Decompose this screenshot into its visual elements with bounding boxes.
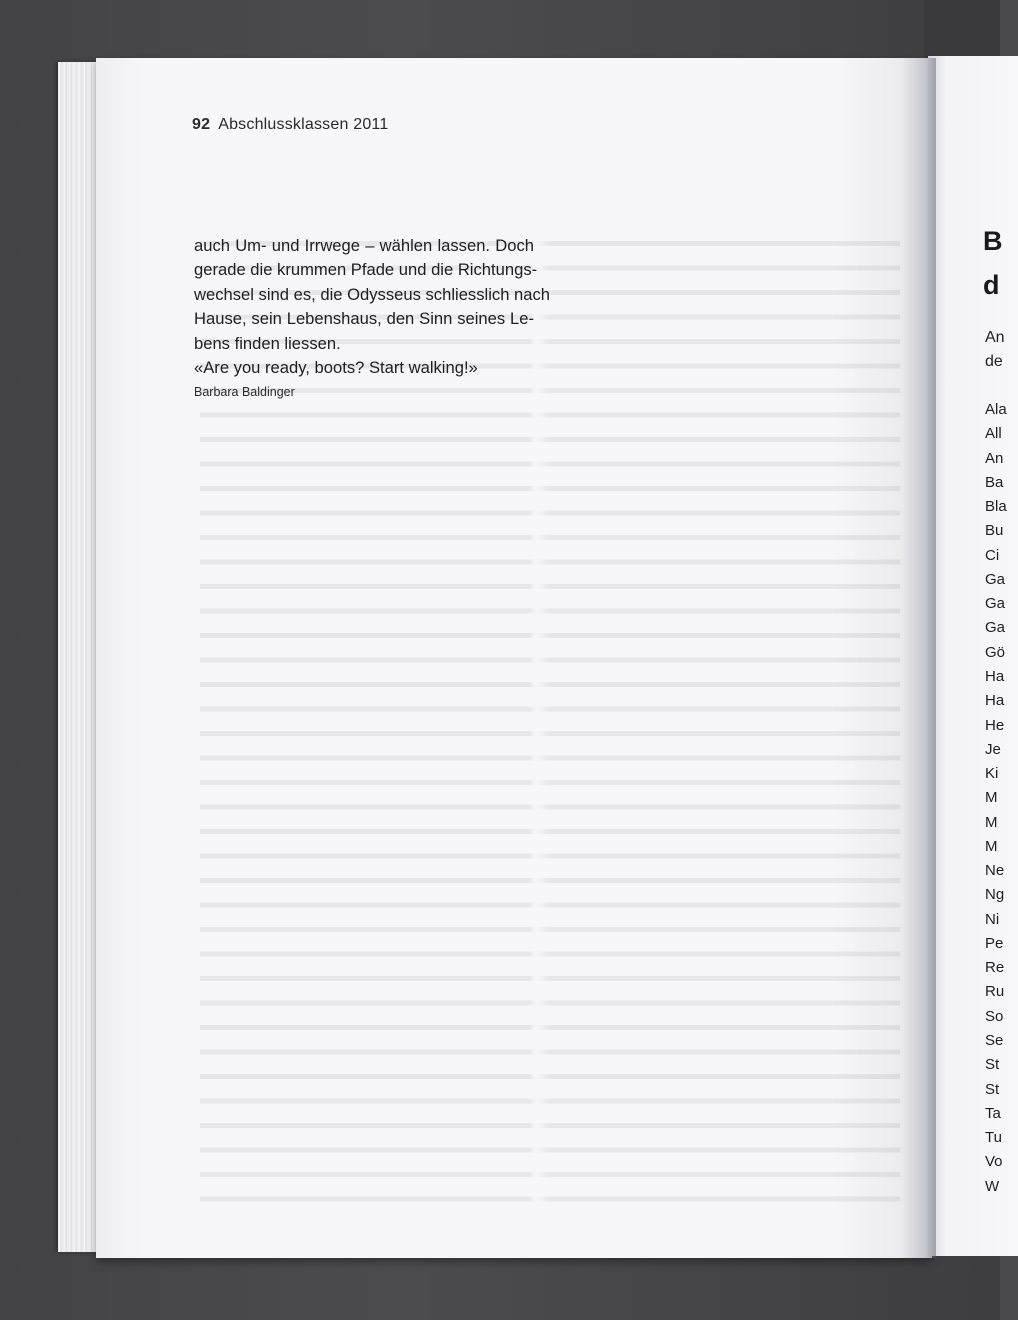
right-list-item: Vo <box>985 1153 1003 1171</box>
right-list-item: M <box>985 837 998 855</box>
right-list-item: He <box>985 716 1005 734</box>
body-text <box>194 234 551 402</box>
right-list-item: Ha <box>985 667 1005 685</box>
running-head-title: Abschlussklassen 2011 <box>218 116 389 133</box>
right-list-item: Ta <box>985 1104 1001 1122</box>
body-line: wechsel sind es, die Odysseus schliesslich nach <box>194 284 551 304</box>
right-list-item: M <box>985 789 998 807</box>
body-line: Hause, sein Lebenshaus, den Sinn seines Le- <box>194 309 534 329</box>
body-paragraph <box>194 234 551 380</box>
author-name: Barbara Baldinger <box>194 385 295 400</box>
body-line: bens finden liessen. <box>194 333 341 353</box>
right-list-item: Ru <box>985 983 1005 1001</box>
right-list-item: Gö <box>985 643 1006 661</box>
right-list-item: Ng <box>985 886 1005 904</box>
right-list-item: Ga <box>985 619 1006 637</box>
right-list-item: Ki <box>985 765 999 783</box>
right-list-item: All <box>985 425 1002 443</box>
body-line: auch Um- und Irrwege – wählen lassen. Doch <box>194 236 534 255</box>
right-list-item: Pe <box>985 934 1004 952</box>
right-list-item: Ci <box>985 546 1000 564</box>
running-head <box>192 116 388 134</box>
right-list-item: Ga <box>985 595 1006 613</box>
right-list-item: St <box>985 1056 1000 1074</box>
right-list-item: Se <box>985 1032 1004 1050</box>
right-list-item: Ni <box>985 910 1000 928</box>
scan-background-corner <box>924 0 1000 58</box>
right-list-item: Ba <box>985 473 1004 491</box>
right-list-item: W <box>985 1177 1000 1195</box>
page-number: 92 <box>192 116 211 133</box>
right-list-item: Re <box>985 959 1005 977</box>
right-list-item: M <box>985 813 998 831</box>
right-list-item: Je <box>985 740 1001 758</box>
book-gutter <box>902 58 936 1258</box>
quote-line: «Are you ready, boots? Start walking!» <box>194 358 478 378</box>
right-list-item: Ga <box>985 570 1006 588</box>
right-intro-line: An <box>985 329 1005 346</box>
right-list-item: Ne <box>985 862 1005 880</box>
right-list-item: Tu <box>985 1129 1002 1147</box>
right-list-item: Ha <box>985 692 1005 710</box>
right-list-item: Ala <box>985 401 1007 418</box>
right-list-item: So <box>985 1007 1004 1025</box>
right-list-item: Bla <box>985 498 1007 516</box>
right-list-item: An <box>985 449 1004 467</box>
body-line: gerade die krummen Pfade und die Richtungs- <box>194 260 538 280</box>
right-heading-line: B <box>983 226 1003 256</box>
right-list-item: Bu <box>985 522 1004 540</box>
right-heading-line: d <box>983 270 1000 300</box>
right-list-item: St <box>985 1080 1000 1098</box>
right-intro-line: de <box>985 353 1003 370</box>
